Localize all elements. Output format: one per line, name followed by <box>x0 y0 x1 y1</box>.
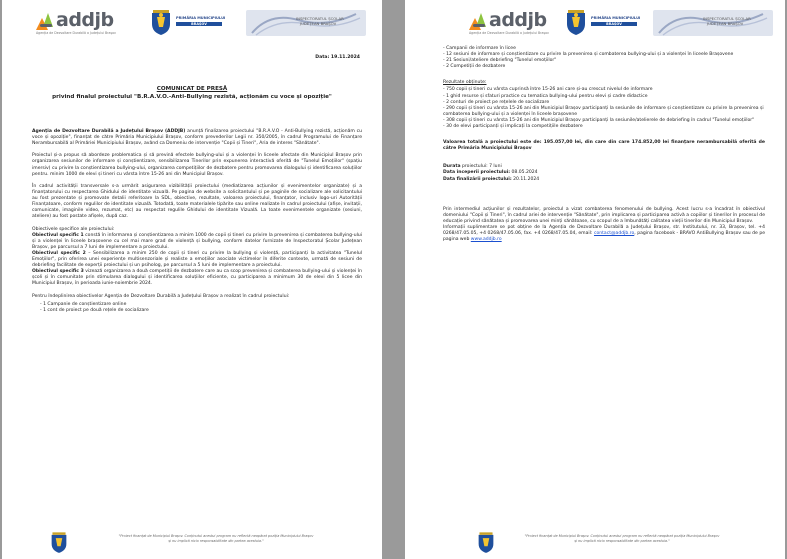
list-item: - 1 cont de proiect pe două rețele de socializare <box>40 307 149 313</box>
list-item: - 750 copii și tineri cu vârsta cuprinsă între 15-26 ani care și-au crescut nivelul de informare <box>443 87 653 93</box>
page-header <box>2 8 382 48</box>
addjb-tagline: Agenția de Dezvoltare Durabilă a Județului Brașov <box>36 31 116 35</box>
objective-1 <box>32 233 362 251</box>
activities-list <box>443 46 765 70</box>
website-link[interactable]: www.addjb.ro <box>470 237 502 243</box>
page-footer <box>2 531 382 557</box>
objective-3-label: Obiectivul specific 3 <box>32 269 84 275</box>
page-header <box>405 8 785 48</box>
objective-1-text: constă în informarea și conștientizarea a minim 1000 de copii și tineri cu privire la prevenirea și combaterea bullying-ului și a violenței în liceele brașovene cu cel mai mare grad de violență și bullying, conform datelor furnizate de Inspectoratul Școlar Județean Brașov, pe parcursul a 7 luni de implementare a proiectului. <box>32 232 362 250</box>
inspectorate-name-line2: JUDEȚEAN BRAȘOV <box>707 21 744 26</box>
list-item: - 21 Sesiuni/ateliere debriefing "Tunelul emoțiilor" <box>443 58 557 64</box>
list-item: - 1 Campanie de conștientizare online <box>40 301 127 307</box>
addjb-logo-mark-icon <box>36 10 54 30</box>
footer-crest-icon <box>477 532 495 554</box>
duration-label: Durata <box>443 164 461 170</box>
addjb-logo-text: addjb <box>489 9 547 31</box>
visibility-paragraph: În cadrul activității transversale s-a urmărit asigurarea vizibilității proiectului (mediatizarea acțiunilor și evenimentelor organizate) și a finanțatorului cu respectarea Ghidului de identitate vizuală. Pe pagina de website a solicitantului și pe paginile de socializare ale solicitantului au fost prezentate și promovate detalii referitoare la SDL, obiective, rezultate, valoarea proiectului, finanțator, inclusiv logo-uri Autorității Finanțatoare, conform regulilor de identitate vizuală. Totodată, toate materialele tipărite sau online realizate în cadrul proiectului (afișe, invitații, comunicate, imaginile video, rezumat, etc) au respectat regulile Ghidului de identitate Vizuală. La toate evenimentele organizate (sesiuni, ateliere) au fost postate afișele, după caz. <box>32 183 362 220</box>
addjb-tagline: Agenția de Dezvoltare Durabilă a Județului Brașov <box>469 31 549 35</box>
municipality-city-banner <box>176 22 222 26</box>
document-page-2 <box>405 0 785 559</box>
funding-disclaimer <box>90 534 342 543</box>
municipality-label: PRIMĂRIA MUNICIPIULUI <box>591 16 641 20</box>
list-item: - 290 copii și tineri cu vârsta 15-26 ani din Municipiul Brașov participanți la sesiunile de informare și conștientizare cu privire la prevenirea și combaterea bullying-ului și a violenței în liceele brașovene <box>443 105 764 117</box>
end-row <box>443 177 765 183</box>
inspectorate-logo <box>653 8 773 42</box>
results-list <box>443 87 765 130</box>
list-item: - 30 de elevi participanți și implicați la competițiile dezbatere <box>443 124 583 130</box>
addjb-logo-text: addjb <box>56 9 114 31</box>
inspectorate-name-line1: INSPECTORATUL ȘCOLAR <box>703 16 751 21</box>
list-item: - 1 ghid resurse și sfaturi practice cu tematica bullying-ului pentru elevi și cadre didactice <box>443 93 648 99</box>
footer-crest-icon <box>50 532 68 554</box>
brasov-crest-icon <box>565 10 587 36</box>
project-aim-paragraph: Proiectul și-a propus să abordeze problematica și să prevină efectele bullying-ului și a violenței în liceele afectate din Municipiul Brașov prin organizarea sesiunilor de informare și conștientizare, sensibilizarea Tinerilor prin expunerea interactivă oferită de "Tunelul Emoțiilor" (spațiu imersiv) cu privire la conștientizarea bullying-ului, organizarea competițiilor de dezbatere pentru promovarea dialogului și identificarea soluțiilor pentru. minim 1000 de elevi și tineri cu vârsta între 15-26 ani din Municipiul Brașov. <box>32 153 362 177</box>
document-date: Data: 19.11.2024 <box>315 55 360 60</box>
inspectorate-name-line2: JUDEȚEAN BRAȘOV <box>300 21 337 26</box>
project-timeline <box>443 164 765 182</box>
inspectorate-logo <box>246 8 366 42</box>
municipality-city: BRAȘOV <box>606 22 622 26</box>
list-item: - 2 Competiții de dezbatere <box>443 64 506 70</box>
addjb-logo-mark-icon <box>469 10 487 30</box>
body-text <box>443 46 765 249</box>
title-heading: COMUNICAT DE PRESĂ <box>156 86 228 92</box>
achievements-intro: Pentru îndeplinirea obiectivelor Agenția de Dezvoltare Durabilă a Județului Brașov a realizat în cadrul proiectului: <box>32 293 290 299</box>
title-subheading: privind finalul proiectului "B.R.A.V.O.-Anti-Bullying rezistă, acționăm cu voce și opoziție" <box>52 93 332 100</box>
contact-paragraph <box>443 225 765 243</box>
document-page-1 <box>2 0 382 559</box>
intro-paragraph <box>32 129 362 147</box>
end-value: 20.11.2024 <box>513 176 540 182</box>
page-footer <box>405 531 785 557</box>
list-item: - 308 copii și tineri cu vârsta 15-26 ani din Municipiul Brașov participanți la sesiunile/atelierele de debriefing în cadrul "Tunelul emoțiilor" <box>443 117 755 123</box>
contact-tail: , pagina facebook - BRAVO AntiBullying Brașov sau de pe pagina web <box>443 230 766 243</box>
municipality-label: PRIMĂRIA MUNICIPIULUI <box>176 16 226 20</box>
brasov-municipality-logo <box>150 10 226 40</box>
body-text <box>32 129 362 314</box>
start-value: 08.05.2024 <box>511 170 538 176</box>
duration-value: proiectului: 7 luni <box>462 164 502 170</box>
disclaimer-line2: și nu implică nicio responsabilitate din partea acestuia." <box>574 538 670 543</box>
objective-3 <box>32 269 362 287</box>
intro-lead: Agenția de Dezvoltare Durabilă a Județului Brașov (ADDJB) <box>32 129 186 134</box>
press-release-title <box>22 86 362 101</box>
contact-text: Informații suplimentare se pot obține de la Agenția de Dezvoltare Durabilă a Județului Brașov, str. Institutului, nr. 33, Brașov, tel. +4 0268/47.05.05, +4 0268/47.05.06, fax. +4 0268/47.05.04, email: <box>443 224 765 236</box>
brasov-crest-icon <box>150 10 172 36</box>
end-label: Data finalizării proiectului: <box>443 176 512 182</box>
brasov-municipality-logo <box>565 10 641 40</box>
inspectorate-name-line1: INSPECTORATUL ȘCOLAR <box>296 16 344 21</box>
start-label: Data începerii proiectului: <box>443 170 511 176</box>
results-heading: Rezultate obținute: <box>443 80 487 86</box>
objective-2-label: Obiectivul specific 2 <box>32 250 86 256</box>
disclaimer-line1: "Proiect finanțat de Municipiul Brașov. Conținutul acestui program nu reflectă neapărat poziția Municipiului Brașov <box>118 534 314 538</box>
municipality-city-banner <box>591 22 637 26</box>
objective-2 <box>32 251 362 269</box>
municipality-city: BRAȘOV <box>191 22 207 26</box>
objectives-heading: Obiectivele specifice ale proiectului: <box>32 226 115 232</box>
contact-email-link[interactable]: contact@addjb.ro <box>593 230 635 236</box>
funding-disclaimer <box>505 534 739 543</box>
disclaimer-line1: "Proiect finanțat de Municipiul Brașov. Conținutul acestui program nu reflectă neapărat poziția Municipiului Brașov <box>524 534 720 538</box>
project-value: Valoarea totală a proiectului este de: 195.057,00 lei, din care din care 174.852,00 lei finanțare nerambursabilă oferită de către Primăria Municipiului Brașov <box>443 140 765 152</box>
disclaimer-line2: și nu implică nicio responsabilitate din partea acestuia." <box>168 538 264 543</box>
objective-3-text: vizează organizarea a două competiții de dezbatere care au ca scop prevenirea și combaterea bullying-ului și violenței în școli și în comunitate prin stimularea dialogului și identificarea soluțiilor eficiente, cu participarea a minimum 30 de elevi din 5 licee din Municipiul Brașov, în perioada iunie-noiembrie 2024. <box>32 269 362 287</box>
list-item: - 12 sesiuni de informare și conștientizare cu privire la prevenirea și combaterea bullying-ului și a violenței în liceele Brașovene <box>443 52 734 58</box>
intro-rest: anunță finalizarea proiectului "B.R.A.V.O - Anti-Bullying rezistă, acționăm cu voce și opoziție", finanțat de către Primăria Municipiului Brașov, conform prevederilor Legii nr. 350/2005, în cadrul Programului de Finanțare Nerambursabilă al Primăriei Municipiului Brașov, având ca Domeniu de intervenție "Copii și Tineri", Aria de interes "Sănătate". <box>32 129 362 147</box>
addjb-logo <box>36 10 114 30</box>
objective-2-text: – Sensibilizarea a minim 250 de copii și tineri cu privire la bullying și violență, participanți la activitatea "Tunelul Emoțiilor", prin oferirea unei experiențe multisenzoriale și realiste a emoțiilor asociate victimelor în diferite contexte, urmată de sesiuni de debriefing facilitate de experții proiectului și un psiholog, pe parcursul a 5 luni de implementare a proiectului. <box>32 250 362 269</box>
objective-1-label: Obiectivul specific 1 <box>32 232 84 238</box>
list-item: - Campanii de informare în licee <box>443 46 516 51</box>
achievements-list <box>32 302 362 314</box>
list-item: - 2 conturi de proiect pe rețelele de socializare <box>443 99 550 105</box>
addjb-logo <box>469 10 547 30</box>
closing-paragraph: Prin intermediul acțiunilor și rezultatelor, proiectul a vizat combaterea fenomenului de bullying. Acest lucru s-a încadrat în obiectivul domeniului "Copii și Tineri", în cadrul ariei de intervenție "Sănătate", prin implicarea și participarea activă a copiilor și tinerilor în procesul de educație privind sănătatea și promovarea unei minți sănătoase, cu scopul de a îmbunătăți calitatea vieții tinerilor din Municipiul Brașov. <box>443 206 765 224</box>
